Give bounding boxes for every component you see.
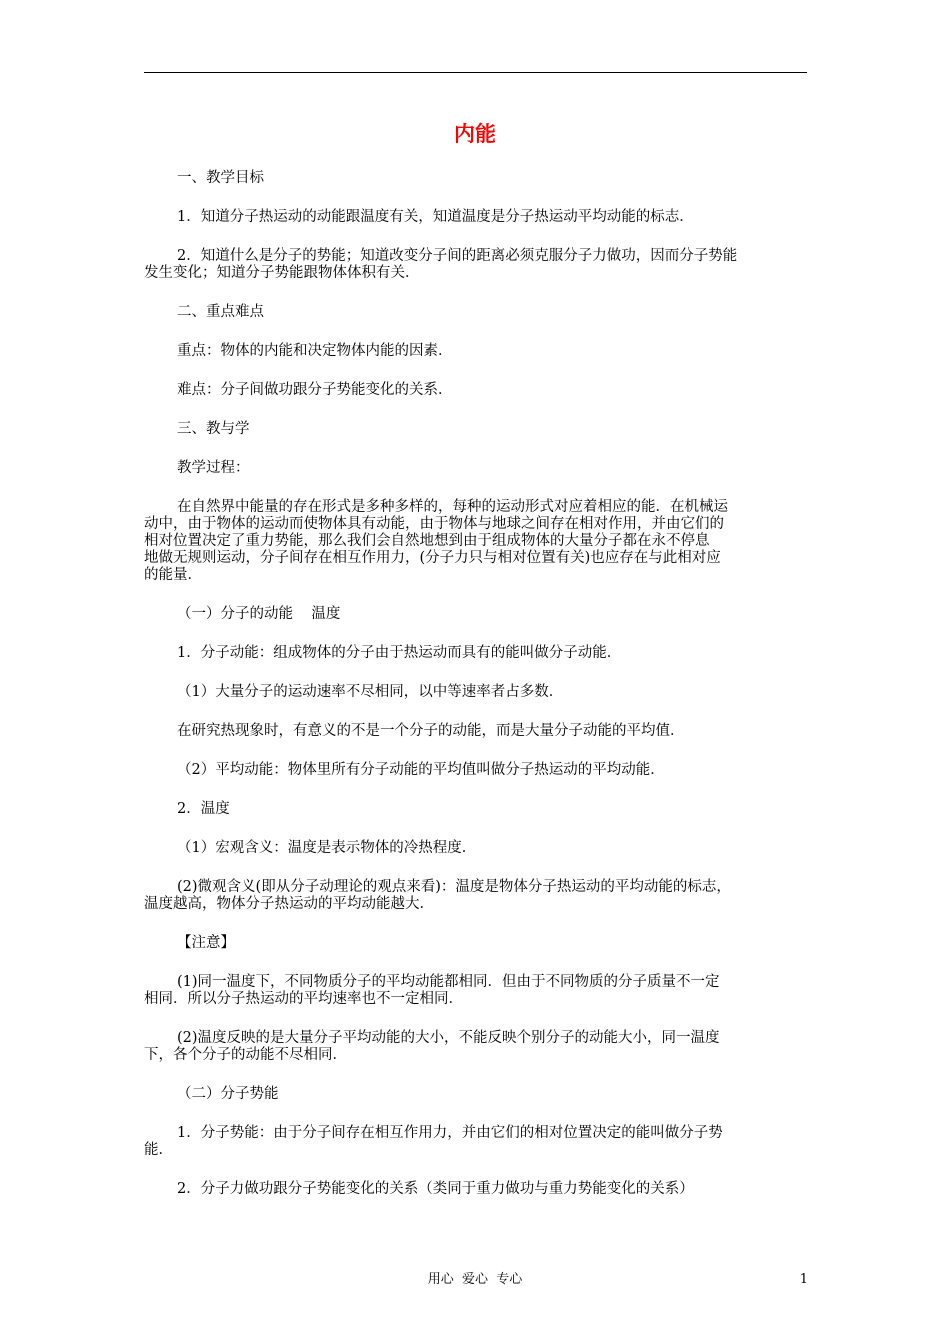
paragraph-line: 温度越高，物体分子热运动的平均动能越大． xyxy=(144,896,434,912)
document-title: 内能 xyxy=(454,122,496,146)
paragraph-line: 在研究热现象时，有意义的不是一个分子的动能，而是大量分子动能的平均值． xyxy=(177,723,685,739)
paragraph-line: 的能量． xyxy=(144,567,202,583)
paragraph-line: 下，各个分子的动能不尽相同． xyxy=(144,1047,347,1063)
paragraph-line: 1．分子动能：组成物体的分子由于热运动而具有的能叫做分子动能． xyxy=(177,645,622,661)
paragraph-line: 2．分子力做功跟分子势能变化的关系（类同于重力做功与重力势能变化的关系） xyxy=(177,1181,694,1197)
header-rule xyxy=(144,72,807,73)
paragraph-line: 相对位置决定了重力势能，那么我们会自然地想到由于组成物体的大量分子都在永不停息 xyxy=(144,533,710,549)
paragraph-line: 教学过程： xyxy=(177,460,250,476)
paragraph-line: (1)同一温度下，不同物质分子的平均动能都相同．但由于不同物质的分子质量不一定 xyxy=(177,974,720,990)
paragraph-line: (2)微观含义(即从分子动理论的观点来看)：温度是物体分子热运动的平均动能的标志， xyxy=(177,879,731,895)
footer-motto: 用心 爱心 专心 xyxy=(427,1272,523,1287)
paragraph-line: （1）大量分子的运动速率不尽相同，以中等速率者占多数． xyxy=(177,684,564,700)
section-heading: 二、重点难点 xyxy=(177,304,264,320)
paragraph-line: 在自然界中能量的存在形式是多种多样的，每种的运动形式对应着相应的能．在机械运 xyxy=(177,499,728,515)
note-heading: 【注意】 xyxy=(177,935,235,951)
paragraph-line: (2)温度反映的是大量分子平均动能的大小，不能反映个别分子的动能大小，同一温度 xyxy=(177,1030,720,1046)
page-number: 1 xyxy=(799,1272,808,1287)
paragraph-line: 地做无规则运动，分子间存在相互作用力，(分子力只与相对位置有关)也应存在与此相对应 xyxy=(144,550,721,566)
paragraph-line: 2．知道什么是分子的势能；知道改变分子间的距离必须克服分子力做功，因而分子势能 xyxy=(177,248,738,264)
paragraph-line: 难点：分子间做功跟分子势能变化的关系． xyxy=(177,382,453,398)
section-heading: 三、教与学 xyxy=(177,421,250,437)
paragraph-line: 动中，由于物体的运动而使物体具有动能，由于物体与地球之间存在相对作用，并由它们的 xyxy=(144,516,724,532)
subsection-heading: （一）分子的动能 温度 xyxy=(177,606,341,622)
paragraph-line: 发生变化；知道分子势能跟物体体积有关． xyxy=(144,265,420,281)
paragraph-line: （2）平均动能：物体里所有分子动能的平均值叫做分子热运动的平均动能． xyxy=(177,762,665,778)
paragraph-line: 1．分子势能：由于分子间存在相互作用力，并由它们的相对位置决定的能叫做分子势 xyxy=(177,1125,723,1141)
subsection-heading: （二）分子势能 xyxy=(177,1086,279,1102)
paragraph-line: 2．温度 xyxy=(177,801,230,817)
paragraph-line: （1）宏观含义：温度是表示物体的冷热程度． xyxy=(177,840,477,856)
paragraph-line: 相同．所以分子热运动的平均速率也不一定相同． xyxy=(144,991,463,1007)
paragraph-line: 1．知道分子热运动的动能跟温度有关，知道温度是分子热运动平均动能的标志． xyxy=(177,209,694,225)
section-heading: 一、教学目标 xyxy=(177,170,264,186)
paragraph-line: 能． xyxy=(144,1142,173,1158)
paragraph-line: 重点：物体的内能和决定物体内能的因素． xyxy=(177,343,453,359)
